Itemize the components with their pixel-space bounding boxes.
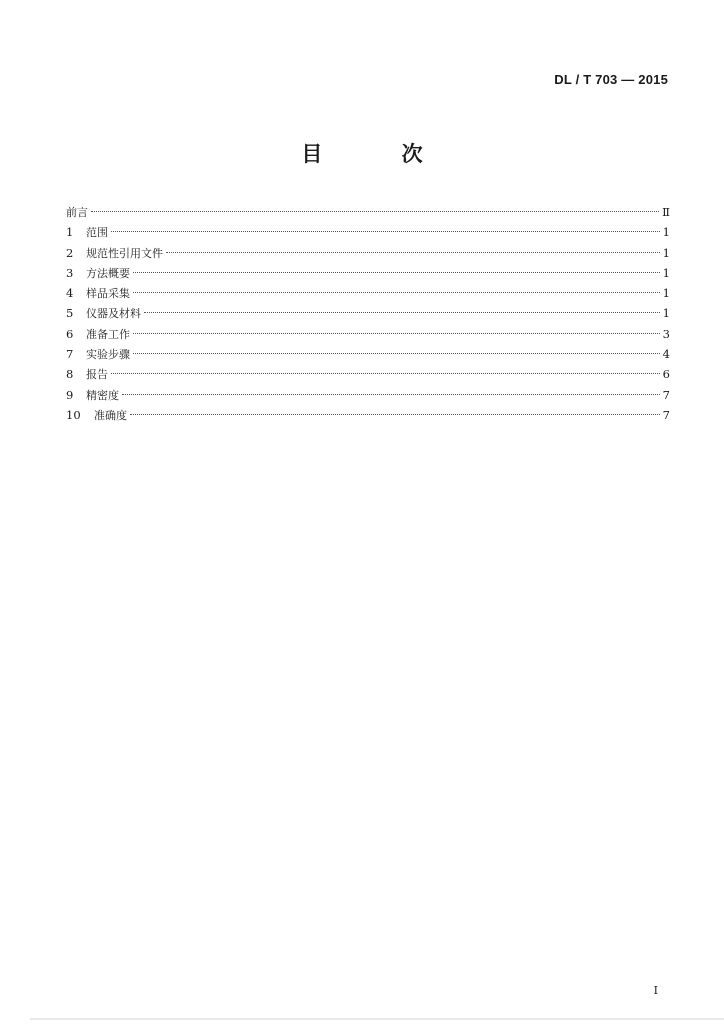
toc-entry-number: 8 (66, 367, 74, 382)
toc-entry-number: 3 (66, 265, 74, 280)
toc-entry-number: 1 (66, 225, 74, 240)
toc-entry-page: 6 (662, 367, 670, 382)
toc-entry-page: 1 (662, 245, 670, 260)
dot-leader (133, 353, 660, 354)
toc-entry-page: 3 (662, 326, 670, 341)
toc-entry-text: 方法概要 (86, 266, 130, 280)
toc-entry-text: 仪器及材料 (86, 307, 141, 321)
toc-entry-text: 前言 (66, 206, 88, 219)
page-number: I (653, 984, 658, 997)
toc-entry-page: 7 (662, 387, 670, 402)
dot-leader (144, 312, 660, 313)
toc-list (66, 202, 670, 425)
dot-leader (91, 211, 659, 212)
toc-entry-page: 1 (662, 306, 670, 321)
standard-number: DL / T 703 — 2015 (554, 72, 668, 87)
toc-entry-number: 10 (66, 407, 81, 422)
toc-entry-7[interactable] (66, 344, 670, 364)
dot-leader (166, 252, 660, 253)
toc-entry-text: 精密度 (86, 388, 119, 402)
toc-entry-page: 7 (662, 407, 670, 422)
dot-leader (133, 333, 660, 334)
toc-entry-5[interactable] (66, 303, 670, 323)
toc-entry-6[interactable] (66, 324, 670, 344)
toc-entry-number: 5 (66, 306, 74, 321)
toc-entry-foreword[interactable] (66, 202, 670, 222)
toc-entry-text: 规范性引用文件 (86, 246, 163, 260)
page-title: 目 次 (301, 142, 459, 166)
toc-entry-text: 实验步骤 (86, 348, 130, 362)
toc-entry-number: 2 (66, 245, 74, 260)
dot-leader (133, 272, 660, 273)
scan-edge-divider (30, 1018, 724, 1020)
dot-leader (111, 231, 660, 232)
toc-entry-number: 7 (66, 347, 74, 362)
dot-leader (133, 292, 660, 293)
toc-entry-text: 范围 (86, 226, 108, 240)
toc-entry-number: 6 (66, 326, 74, 341)
toc-entry-1[interactable] (66, 222, 670, 242)
toc-entry-10[interactable] (66, 405, 670, 425)
toc-entry-page: 1 (662, 225, 670, 240)
toc-entry-text: 报告 (86, 368, 108, 382)
toc-entry-number: 9 (66, 387, 74, 402)
toc-entry-page: Ⅱ (662, 205, 670, 219)
toc-entry-8[interactable] (66, 364, 670, 384)
toc-entry-3[interactable] (66, 263, 670, 283)
toc-entry-text: 准备工作 (86, 327, 130, 341)
toc-entry-page: 1 (662, 286, 670, 301)
toc-entry-4[interactable] (66, 283, 670, 303)
toc-entry-number: 4 (66, 286, 74, 301)
toc-entry-page: 1 (662, 265, 670, 280)
toc-entry-9[interactable] (66, 385, 670, 405)
toc-entry-page: 4 (662, 347, 670, 362)
dot-leader (122, 394, 660, 395)
dot-leader (130, 414, 660, 415)
dot-leader (111, 373, 660, 374)
toc-entry-text: 样品采集 (86, 287, 130, 301)
toc-entry-text: 准确度 (94, 408, 127, 422)
toc-entry-2[interactable] (66, 243, 670, 263)
